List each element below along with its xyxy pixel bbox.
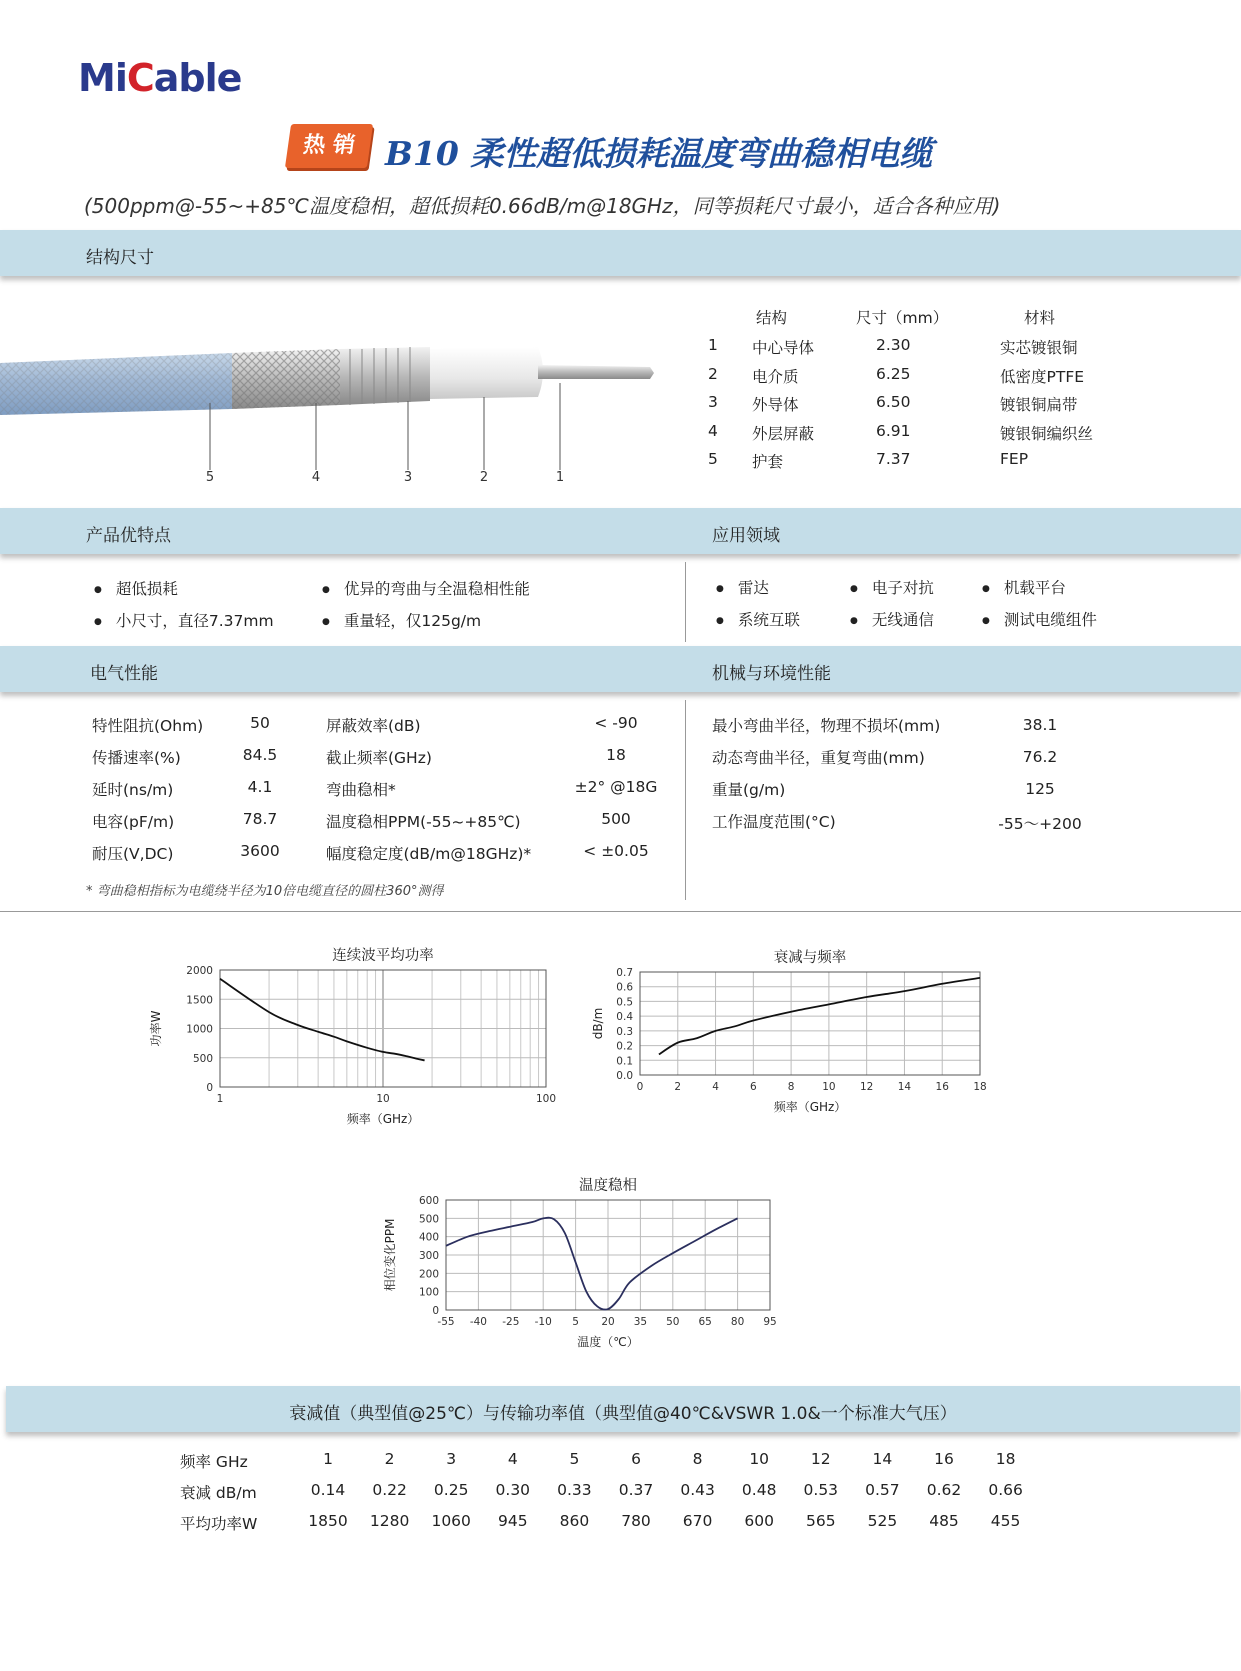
structure-row-material: 镀银铜编织丝 — [1000, 424, 1094, 443]
x-tick-label: 14 — [897, 1081, 912, 1093]
x-axis-label: 频率（GHz） — [346, 1112, 420, 1126]
table-cell: 3 — [446, 1450, 457, 1468]
x-tick-label: 5 — [572, 1316, 579, 1328]
table-row-label: 平均功率W — [180, 1515, 258, 1533]
application-item: ● 机载平台 — [982, 576, 1066, 598]
x-tick-label: 50 — [666, 1316, 680, 1328]
table-cell: 1850 — [308, 1512, 348, 1530]
mechanical-label: 最小弯曲半径，物理不损坏(mm) — [712, 717, 941, 735]
table-row-label: 衰减 dB/m — [180, 1484, 257, 1502]
electrical-value: 4.1 — [247, 778, 273, 796]
table-cell: 0.62 — [926, 1481, 962, 1499]
table-cell: 8 — [692, 1450, 703, 1468]
structure-row-size: 7.37 — [876, 450, 911, 468]
foil-outer-conductor — [340, 347, 430, 405]
electrical-value: 78.7 — [242, 810, 278, 828]
structure-row-no: 3 — [708, 393, 718, 411]
table-title: 衰减值（典型值@25℃）与传输功率值（典型值@40℃&VSWR 1.0&一个标准大气压） — [289, 1404, 957, 1424]
x-tick-label: 6 — [749, 1081, 757, 1093]
y-tick-label: 2000 — [186, 965, 213, 977]
application-item: ● 无线通信 — [850, 608, 934, 630]
table-cell: 1280 — [369, 1512, 410, 1530]
electrical-label: 弯曲稳相* — [326, 781, 396, 799]
structure-row-name: 外导体 — [752, 396, 799, 414]
electrical-label: 延时(ns/m) — [92, 781, 174, 799]
temperature-phase-chart — [383, 1168, 840, 1368]
logo-text-right: able — [153, 56, 242, 100]
x-axis-label: 频率（GHz） — [773, 1100, 847, 1114]
center-conductor — [538, 365, 654, 379]
y-tick-label: 1500 — [186, 994, 213, 1007]
structure-col-name: 结构 — [756, 309, 788, 327]
chart-title: 连续波平均功率 — [332, 948, 434, 964]
table-cell: 0.14 — [310, 1481, 346, 1499]
table-cell: 0.33 — [557, 1481, 592, 1499]
y-tick-label: 0.5 — [616, 996, 633, 1009]
table-cell: 670 — [682, 1512, 713, 1530]
structure-row-material: 低密度PTFE — [1000, 367, 1085, 386]
y-axis-label: 相位变化PPM — [383, 1218, 397, 1292]
feature-item: ● 小尺寸，直径7.37mm — [94, 609, 274, 631]
table-cell: 1 — [323, 1450, 333, 1468]
feature-item: ● 优异的弯曲与全温稳相性能 — [322, 577, 530, 599]
electrical-value: 18 — [606, 746, 626, 764]
electrical-value: 84.5 — [242, 746, 278, 764]
x-tick-label: 95 — [763, 1316, 777, 1328]
y-tick-label: 0 — [206, 1082, 213, 1094]
table-cell: 1060 — [431, 1512, 471, 1530]
structure-row-size: 2.30 — [876, 336, 911, 354]
structure-row-name: 护套 — [752, 453, 784, 471]
jacket-weave — [0, 353, 232, 415]
table-cell: 10 — [749, 1450, 770, 1468]
y-tick-label: 0.0 — [616, 1070, 633, 1082]
y-tick-label: 1000 — [186, 1023, 213, 1036]
x-tick-label: 20 — [601, 1316, 615, 1328]
mechanical-label: 动态弯曲半径，重复弯曲(mm) — [712, 749, 925, 767]
electrical-label: 特性阻抗(Ohm) — [92, 717, 204, 735]
x-tick-label: 10 — [822, 1081, 836, 1093]
table-cell: 0.25 — [433, 1481, 469, 1499]
feature-item: ● 重量轻，仅125g/m — [322, 609, 481, 631]
table-cell: 0.22 — [372, 1481, 407, 1499]
x-tick-label: 0 — [636, 1081, 644, 1093]
table-cell: 525 — [867, 1512, 898, 1530]
mechanical-label: 重量(g/m) — [712, 781, 786, 799]
electrical-divider — [685, 700, 686, 900]
table-cell: 565 — [806, 1512, 836, 1530]
structure-row-material: FEP — [1000, 450, 1029, 468]
x-tick-label: 35 — [633, 1316, 648, 1328]
structure-section-title: 结构尺寸 — [86, 248, 154, 268]
table-cell: 0.30 — [495, 1481, 531, 1499]
y-axis-label: 功率W — [149, 1010, 163, 1047]
structure-row-no: 2 — [708, 364, 718, 383]
x-tick-label: 80 — [730, 1316, 745, 1328]
power-chart — [140, 938, 600, 1138]
structure-row-no: 4 — [708, 421, 718, 440]
electrical-footnote: * 弯曲稳相指标为电缆绕半径为10倍电缆直径的圆柱360°测得 — [86, 884, 444, 899]
features-section-title: 产品优特点 — [86, 526, 171, 546]
x-tick-label: -40 — [469, 1316, 487, 1328]
electrical-value: ±2° @18G — [574, 778, 658, 796]
cable-diagram — [0, 325, 660, 495]
table-section-bar — [6, 1386, 1240, 1432]
table-cell: 6 — [631, 1450, 641, 1468]
features-section-bar — [0, 508, 1241, 554]
electrical-value: < ±0.05 — [583, 842, 649, 860]
diagram-label-2: 2 — [479, 470, 489, 485]
y-tick-label: 0.4 — [616, 1011, 633, 1024]
braid-shield-weave — [232, 349, 340, 409]
x-tick-label: 65 — [698, 1316, 712, 1328]
x-tick-label: 4 — [712, 1081, 719, 1093]
page-title: B10 柔性超低损耗温度弯曲稳相电缆 — [385, 134, 933, 173]
chart-title: 衰减与频率 — [773, 950, 847, 966]
structure-section-bar — [0, 230, 1241, 276]
hot-sale-badge: 热 销 — [285, 124, 373, 168]
electrical-section-title: 电气性能 — [90, 664, 158, 684]
electrical-label: 电容(pF/m) — [92, 813, 175, 831]
attenuation-chart — [591, 938, 1060, 1138]
dielectric-layer — [430, 347, 543, 399]
mechanical-value: 125 — [1025, 780, 1055, 798]
y-tick-label: 0.1 — [616, 1055, 633, 1068]
electrical-value: 3600 — [240, 842, 280, 860]
y-tick-label: 300 — [418, 1250, 439, 1262]
electrical-label: 幅度稳定度(dB/m@18GHz)* — [326, 845, 532, 863]
table-cell: 0.48 — [741, 1481, 777, 1499]
table-cell: 2 — [384, 1450, 395, 1468]
diagram-label-3: 3 — [403, 470, 413, 485]
table-cell: 860 — [559, 1512, 590, 1530]
table-cell: 780 — [621, 1512, 651, 1530]
x-tick-label: 18 — [973, 1081, 987, 1093]
electrical-value: 50 — [250, 714, 270, 732]
x-tick-label: -25 — [502, 1316, 520, 1328]
x-tick-label: 100 — [535, 1093, 557, 1105]
structure-row-material: 实芯镀银铜 — [1000, 339, 1078, 357]
structure-row-size: 6.91 — [876, 421, 911, 440]
table-cell: 4 — [507, 1450, 518, 1468]
structure-row-no: 1 — [708, 336, 718, 354]
table-cell: 0.57 — [865, 1481, 900, 1499]
table-cell: 945 — [498, 1512, 528, 1530]
table-cell: 5 — [569, 1450, 580, 1468]
applications-section-title: 应用领域 — [712, 526, 780, 546]
feature-item: ● 超低损耗 — [94, 577, 178, 599]
plot-frame — [640, 972, 980, 1075]
application-item: ● 电子对抗 — [850, 576, 934, 598]
diagram-label-1: 1 — [555, 470, 565, 485]
section-divider — [0, 911, 1241, 912]
electrical-label: 传播速率(%) — [92, 749, 181, 767]
series-line — [446, 1218, 738, 1310]
x-tick-label: 10 — [376, 1093, 390, 1105]
diagram-label-4: 4 — [311, 470, 321, 485]
diagram-label-5: 5 — [205, 470, 215, 485]
y-tick-label: 400 — [418, 1231, 439, 1244]
y-tick-label: 0.7 — [616, 967, 633, 979]
application-item: ● 雷达 — [716, 576, 769, 598]
mechanical-value: 76.2 — [1022, 748, 1058, 766]
table-cell: 0.37 — [618, 1481, 654, 1499]
x-tick-label: -55 — [437, 1316, 455, 1328]
features-divider — [685, 562, 686, 642]
micable-logo — [78, 56, 241, 100]
x-tick-label: 16 — [935, 1081, 949, 1093]
structure-row-size: 6.50 — [876, 393, 911, 411]
chart-title: 温度稳相 — [579, 1178, 637, 1194]
y-tick-label: 0 — [432, 1305, 439, 1317]
structure-row-size: 6.25 — [876, 364, 911, 383]
y-tick-label: 100 — [418, 1286, 439, 1299]
table-cell: 12 — [810, 1450, 831, 1468]
structure-row-material: 镀银铜扁带 — [1000, 396, 1078, 414]
electrical-section-bar — [0, 646, 1241, 692]
x-tick-label: -10 — [534, 1316, 552, 1328]
x-axis-label: 温度（℃） — [577, 1335, 639, 1349]
table-cell: 18 — [995, 1450, 1016, 1468]
logo-text-c: C — [126, 56, 154, 100]
mechanical-section-title: 机械与环境性能 — [712, 664, 831, 684]
table-row-label: 频率 GHz — [180, 1453, 248, 1471]
x-tick-label: 12 — [859, 1081, 874, 1093]
mechanical-label: 工作温度范围(°C) — [712, 813, 836, 831]
structure-col-material: 材料 — [1024, 309, 1056, 327]
electrical-label: 耐压(V,DC) — [92, 845, 174, 863]
y-tick-label: 500 — [418, 1213, 439, 1226]
x-tick-label: 2 — [674, 1081, 682, 1093]
table-cell: 16 — [934, 1450, 954, 1468]
application-item: ● 系统互联 — [716, 608, 800, 630]
electrical-label: 温度稳相PPM(-55~+85℃) — [326, 813, 521, 831]
page-subtitle: (500ppm@-55~+85℃温度稳相，超低损耗0.66dB/m@18GHz，同等损耗尺寸最小，适合各种应用) — [84, 194, 1001, 218]
x-tick-label: 1 — [216, 1093, 224, 1105]
logo-text-left: Mi — [78, 56, 127, 100]
series-line — [220, 979, 425, 1061]
table-cell: 485 — [929, 1512, 959, 1530]
structure-row-no: 5 — [708, 450, 718, 468]
x-tick-label: 8 — [787, 1081, 795, 1093]
table-cell: 0.66 — [988, 1481, 1023, 1499]
structure-col-size: 尺寸（mm） — [856, 309, 949, 327]
application-item: ● 测试电缆组件 — [982, 608, 1097, 630]
y-axis-label: dB/m — [591, 1007, 605, 1040]
y-tick-label: 200 — [418, 1268, 439, 1281]
table-cell: 455 — [990, 1512, 1021, 1530]
y-tick-label: 0.6 — [616, 981, 633, 994]
structure-row-name: 中心导体 — [752, 339, 815, 357]
structure-row-name: 电介质 — [752, 367, 799, 386]
y-tick-label: 0.3 — [616, 1025, 633, 1038]
electrical-label: 截止频率(GHz) — [326, 749, 432, 767]
mechanical-value: 38.1 — [1022, 716, 1058, 734]
mechanical-value: -55～+200 — [998, 815, 1082, 833]
electrical-value: 500 — [601, 810, 631, 828]
table-cell: 14 — [872, 1450, 893, 1468]
y-tick-label: 600 — [418, 1195, 439, 1207]
structure-row-name: 外层屏蔽 — [752, 424, 815, 443]
electrical-label: 屏蔽效率(dB) — [326, 717, 421, 735]
table-cell: 600 — [744, 1512, 774, 1530]
table-cell: 0.53 — [803, 1481, 839, 1499]
y-tick-label: 500 — [192, 1052, 213, 1065]
table-cell: 0.43 — [680, 1481, 715, 1499]
electrical-value: < -90 — [594, 714, 638, 732]
y-tick-label: 0.2 — [616, 1040, 633, 1053]
